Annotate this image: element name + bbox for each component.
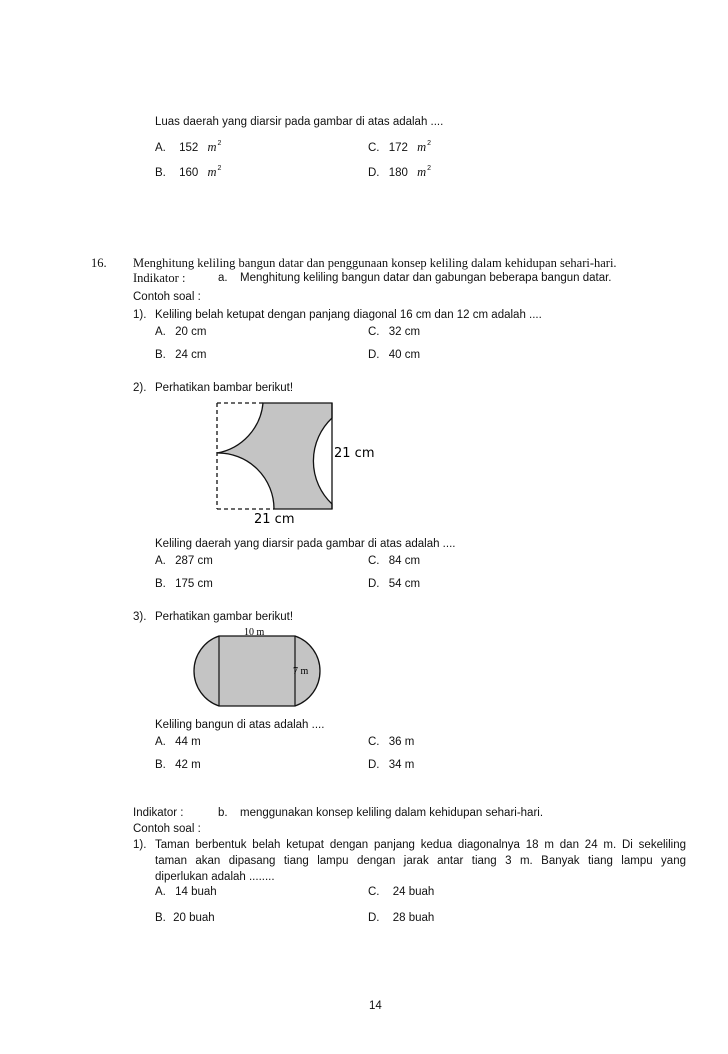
option-letter: A. bbox=[155, 326, 166, 338]
q4-option-b[interactable] bbox=[155, 911, 215, 925]
option-value: 152 bbox=[179, 142, 199, 154]
option-letter: C. bbox=[368, 736, 380, 748]
option-value: 180 bbox=[388, 167, 408, 179]
option-text: 44 m bbox=[175, 736, 201, 748]
prev-option-a[interactable] bbox=[155, 137, 221, 155]
inner-dimension-label: 7 m bbox=[293, 666, 309, 677]
option-text: 175 cm bbox=[175, 578, 213, 590]
option-exponent: 2 bbox=[427, 165, 432, 172]
q4-text-line-1: Taman berbentuk belah ketupat dengan panjang kedua diagonalnya 18 m dan 24 m. Di sekeliling bbox=[155, 839, 686, 851]
q3-option-c[interactable] bbox=[368, 735, 414, 749]
q1-option-a[interactable] bbox=[155, 325, 206, 339]
q1-text: Keliling belah ketupat dengan panjang diagonal 16 cm dan 12 cm adalah .... bbox=[155, 309, 542, 321]
indikator-b-label: Indikator : bbox=[133, 807, 184, 819]
option-text: 24 cm bbox=[175, 349, 207, 361]
indikator-a-text: Menghitung keliling bangun datar dan gabungan beberapa bangun datar. bbox=[240, 272, 612, 284]
option-text: 287 cm bbox=[175, 555, 213, 567]
option-letter: D. bbox=[368, 167, 380, 179]
prev-option-b[interactable] bbox=[155, 162, 221, 180]
q2-number: 2). bbox=[133, 382, 147, 394]
bottom-dimension-label: 21 cm bbox=[254, 512, 295, 527]
option-text: 54 cm bbox=[388, 578, 421, 590]
q2-question: Keliling daerah yang diarsir pada gambar di atas adalah .... bbox=[155, 538, 456, 550]
option-letter: B. bbox=[155, 167, 166, 179]
indikator-b-text: menggunakan konsep keliling dalam kehidupan sehari-hari. bbox=[240, 807, 544, 819]
option-value: 172 bbox=[388, 142, 408, 154]
q3-number: 3). bbox=[133, 611, 147, 623]
prev-option-c[interactable] bbox=[368, 137, 431, 155]
option-text: 40 cm bbox=[388, 349, 421, 361]
q2-text: Perhatikan bambar berikut! bbox=[155, 382, 294, 394]
top-dimension-label: 10 m bbox=[244, 627, 265, 638]
q2-option-b[interactable] bbox=[155, 577, 213, 591]
q4-number: 1). bbox=[133, 839, 147, 851]
q3-question: Keliling bangun di atas adalah .... bbox=[155, 719, 325, 731]
square-arcs-figure bbox=[200, 395, 390, 527]
q3-option-a[interactable] bbox=[155, 735, 201, 749]
option-exponent: 2 bbox=[217, 165, 222, 172]
indikator-b-letter: b. bbox=[218, 807, 228, 819]
q2-option-a[interactable] bbox=[155, 554, 213, 568]
q1-number: 1). bbox=[133, 309, 147, 321]
q1-option-b[interactable] bbox=[155, 348, 206, 362]
q4-text-line-3: diperlukan adalah ........ bbox=[155, 871, 275, 883]
option-letter: C. bbox=[368, 326, 380, 338]
contoh-soal-label: Contoh soal : bbox=[133, 291, 201, 303]
option-exponent: 2 bbox=[427, 140, 432, 147]
prev-question-text: Luas daerah yang diarsir pada gambar di atas adalah .... bbox=[155, 116, 444, 128]
q4-option-d[interactable] bbox=[368, 911, 434, 925]
option-letter: B. bbox=[155, 578, 166, 590]
option-unit: m bbox=[417, 165, 427, 179]
q2-option-c[interactable] bbox=[368, 554, 420, 568]
q1-option-c[interactable] bbox=[368, 325, 420, 339]
page-number: 14 bbox=[369, 1000, 382, 1012]
option-text: 20 cm bbox=[175, 326, 207, 338]
q2-option-d[interactable] bbox=[368, 577, 420, 591]
q1-option-d[interactable] bbox=[368, 348, 420, 362]
option-text: 20 buah bbox=[173, 912, 215, 924]
option-text: 32 cm bbox=[388, 326, 421, 338]
option-text: 36 m bbox=[388, 736, 415, 748]
option-letter: D. bbox=[368, 759, 380, 771]
indikator-a-label: Indikator : bbox=[133, 271, 186, 285]
option-letter: B. bbox=[155, 759, 166, 771]
option-text: 34 m bbox=[388, 759, 415, 771]
option-text: 42 m bbox=[175, 759, 201, 771]
option-letter: D. bbox=[368, 349, 380, 361]
option-letter: C. bbox=[368, 886, 380, 898]
indikator-a-letter: a. bbox=[218, 272, 228, 284]
option-letter: D. bbox=[368, 578, 380, 590]
q4-option-c[interactable] bbox=[368, 885, 434, 899]
option-value: 160 bbox=[179, 167, 199, 179]
option-letter: C. bbox=[368, 142, 380, 154]
q3-option-b[interactable] bbox=[155, 758, 201, 772]
option-exponent: 2 bbox=[217, 140, 222, 147]
stadium-figure bbox=[180, 624, 345, 710]
section-number: 16. bbox=[91, 256, 107, 270]
option-text: 14 buah bbox=[175, 886, 217, 898]
right-dimension-label: 21 cm bbox=[334, 446, 375, 461]
q3-text: Perhatikan gambar berikut! bbox=[155, 611, 294, 623]
option-unit: m bbox=[207, 165, 217, 179]
option-letter: B. bbox=[155, 349, 166, 361]
option-text: 24 buah bbox=[392, 886, 435, 898]
option-letter: A. bbox=[155, 555, 166, 567]
q3-option-d[interactable] bbox=[368, 758, 414, 772]
option-letter: A. bbox=[155, 886, 166, 898]
option-text: 84 cm bbox=[388, 555, 421, 567]
option-letter: A. bbox=[155, 736, 166, 748]
option-unit: m bbox=[417, 140, 427, 154]
option-letter: B. bbox=[155, 912, 166, 924]
option-letter: C. bbox=[368, 555, 380, 567]
q4-text-line-2: taman akan dipasang tiang lampu dengan jarak antar tiang 3 m. Banyak tiang lampu yang bbox=[155, 855, 686, 867]
option-letter: A. bbox=[155, 142, 166, 154]
option-unit: m bbox=[207, 140, 217, 154]
q4-option-a[interactable] bbox=[155, 885, 217, 899]
shaded-region bbox=[217, 403, 332, 509]
option-letter: D. bbox=[368, 912, 380, 924]
section-title: Menghitung keliling bangun datar dan penggunaan konsep keliling dalam kehidupan sehari-hari. bbox=[133, 256, 617, 270]
contoh-soal-label-b: Contoh soal : bbox=[133, 823, 201, 835]
prev-option-d[interactable] bbox=[368, 162, 431, 180]
option-text: 28 buah bbox=[392, 912, 435, 924]
